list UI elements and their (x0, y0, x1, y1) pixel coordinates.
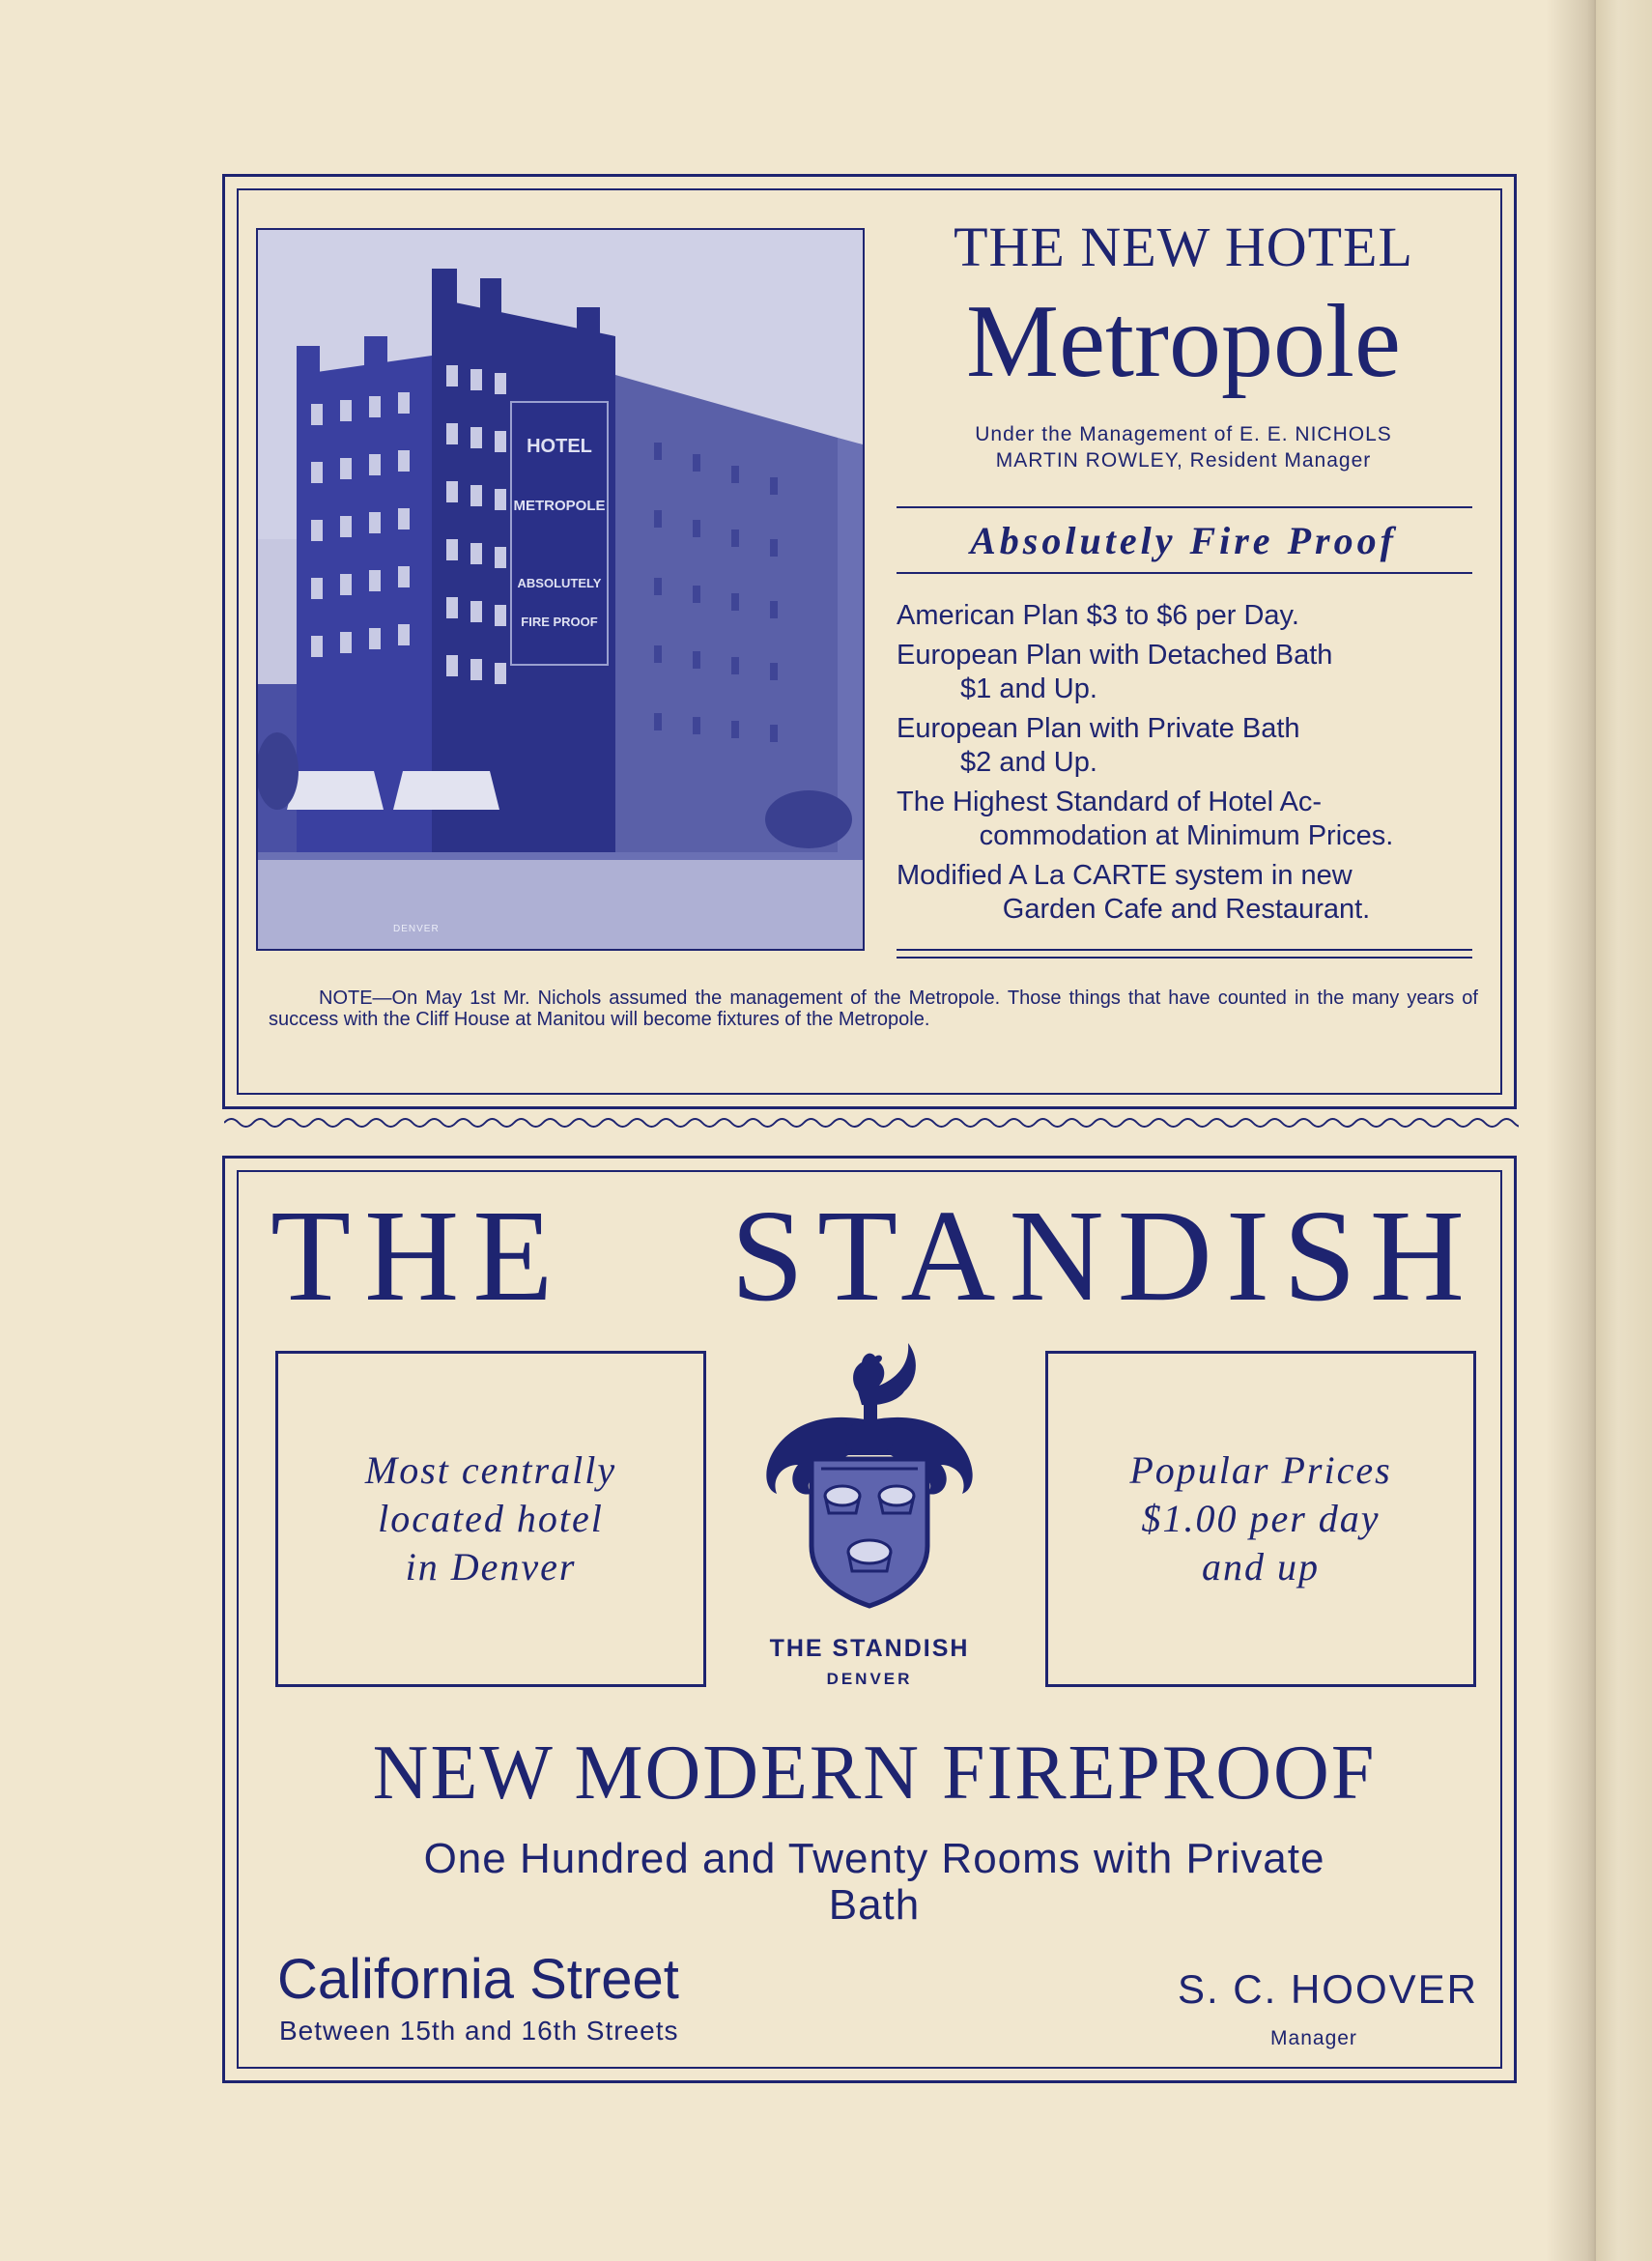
standish-manager-name: S. C. HOOVER (1177, 1966, 1478, 2012)
prices-line-2: $1.00 per day (1141, 1497, 1381, 1540)
standish-title (271, 1184, 1478, 1329)
rate-item-line-2: $1 and Up. (960, 673, 1097, 704)
prices-line-3: and up (1202, 1545, 1320, 1588)
rate-item-line-1: The Highest Standard of Hotel Ac- (897, 787, 1323, 817)
location-box (275, 1351, 706, 1687)
standish-title-word-2: STANDISH (730, 1184, 1478, 1329)
rate-item-line-1: European Plan with Private Bath (897, 713, 1300, 744)
crest-hotel-name: THE STANDISH (769, 1635, 970, 1662)
metropole-rule-bottom-1 (897, 949, 1472, 951)
photo-sign-line-4: FIRE PROOF (521, 615, 598, 629)
metropole-slogan: Absolutely Fire Proof (970, 519, 1397, 562)
standish-manager-title: Manager (1270, 2027, 1357, 2049)
hotel-building-photo (256, 228, 865, 951)
rooms-line-2: Bath (828, 1881, 921, 1929)
metropole-rule-middle (897, 572, 1472, 574)
photo-sign-line-3: ABSOLUTELY (517, 576, 602, 590)
hotel-building-illustration (258, 230, 863, 949)
crest-city: DENVER (826, 1670, 913, 1688)
rate-item-line-2: $2 and Up. (960, 747, 1097, 778)
rate-item (897, 712, 1476, 780)
metropole-rates-list (897, 599, 1476, 932)
prices-line-1: Popular Prices (1129, 1448, 1392, 1492)
standish-title-word-1: THE (271, 1184, 567, 1329)
rate-item (897, 639, 1476, 706)
rate-item (897, 599, 1476, 633)
metropole-note: NOTE—On May 1st Mr. Nichols assumed the management of the Metropole. Those things that have counted in the many years of success with the Cliff House at Manitou will become fixtures of the Metropole. (269, 987, 1478, 1030)
next-page-edge (1596, 0, 1652, 2261)
metropole-title-line-1: THE NEW HOTEL (954, 215, 1413, 278)
rate-item-line-2: Garden Cafe and Restaurant. (1002, 894, 1371, 925)
photo-sign-line-1: HOTEL (527, 436, 592, 457)
rate-item (897, 786, 1476, 853)
rate-item-line-1: American Plan $3 to $6 per Day. (897, 600, 1299, 631)
page-spine-shadow (1546, 0, 1604, 2261)
rooster-crest-icon (744, 1324, 995, 1633)
location-line-2: located hotel (378, 1497, 604, 1540)
metropole-rule-top (897, 506, 1472, 508)
metropole-rule-bottom-2 (897, 957, 1472, 959)
location-line-1: Most centrally (364, 1448, 617, 1492)
management-line-1: Under the Management of E. E. NICHOLS (975, 423, 1392, 445)
rate-item-line-1: European Plan with Detached Bath (897, 640, 1333, 671)
rate-item-line-2: commodation at Minimum Prices. (979, 820, 1394, 851)
rate-item (897, 859, 1476, 927)
standish-rooms (367, 1836, 1381, 1929)
photo-sign-line-2: METROPOLE (513, 498, 606, 514)
photo-credit: DENVER (393, 924, 440, 934)
metropole-title-name: Metropole (966, 284, 1401, 399)
rate-item-line-1: Modified A La CARTE system in new (897, 860, 1353, 891)
wavy-divider (224, 1111, 1519, 1134)
standish-street-detail: Between 15th and 16th Streets (279, 2016, 679, 2046)
prices-box (1045, 1351, 1476, 1687)
standish-headline: NEW MODERN FIREPROOF (372, 1731, 1377, 1816)
rooms-line-1: One Hundred and Twenty Rooms with Private (423, 1835, 1325, 1882)
standish-street: California Street (277, 1948, 679, 2011)
management-line-2: MARTIN ROWLEY, Resident Manager (995, 449, 1372, 472)
location-line-3: in Denver (405, 1545, 577, 1588)
metropole-management (894, 421, 1473, 474)
